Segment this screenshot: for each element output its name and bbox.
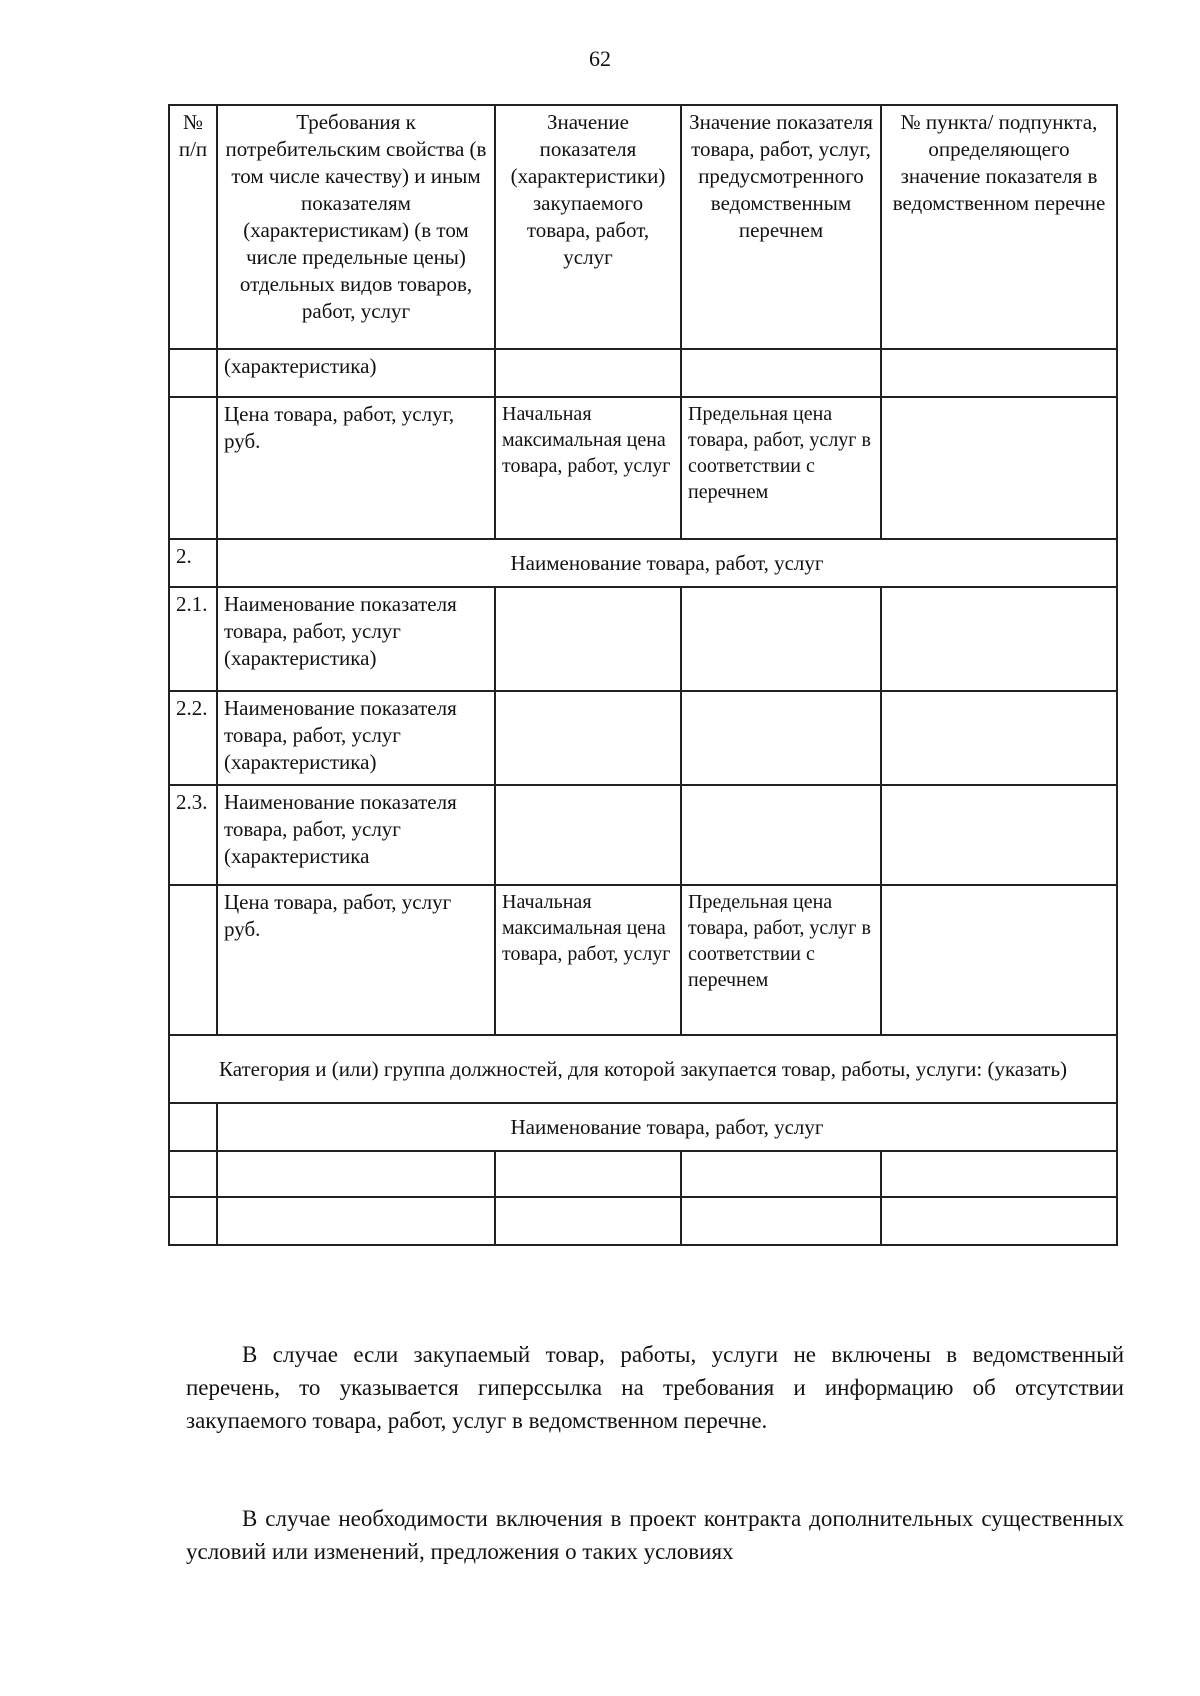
price-value: Начальная максимальная цена товара, работ, услуг	[495, 397, 681, 539]
header-cell: Значение показателя (характеристики) закупаемого товара, работ, услуг	[495, 105, 681, 349]
row-number: 2.	[169, 539, 217, 587]
section-title: Наименование товара, работ, услуг	[217, 1103, 1117, 1151]
table-row	[169, 885, 1117, 1035]
requirements-table	[168, 104, 1118, 1246]
price-limit: Предельная цена товара, работ, услуг в соответствии с перечнем	[681, 397, 881, 539]
section-row	[169, 1103, 1117, 1151]
characteristic-label: (характеристика)	[217, 349, 495, 397]
header-cell: Значение показателя товара, работ, услуг, предусмотренного ведомственным перечнем	[681, 105, 881, 349]
row-number: 2.1.	[169, 587, 217, 691]
table-row	[169, 691, 1117, 785]
indicator-label: Наименование показателя товара, работ, услуг (характеристика)	[217, 587, 495, 691]
price-label: Цена товара, работ, услуг, руб.	[217, 397, 495, 539]
indicator-label: Наименование показателя товара, работ, услуг (характеристика)	[217, 691, 495, 785]
table-row	[169, 587, 1117, 691]
category-row	[169, 1035, 1117, 1103]
table-row	[169, 349, 1117, 397]
row-number: 2.3.	[169, 785, 217, 885]
table-row	[169, 1151, 1117, 1197]
indicator-label: Наименование показателя товара, работ, услуг (характеристика	[217, 785, 495, 885]
price-limit: Предельная цена товара, работ, услуг в соответствии с перечнем	[681, 885, 881, 1035]
header-cell: № п/п	[169, 105, 217, 349]
header-cell: № пункта/ подпункта, определяющего значение показателя в ведомственном перечне	[881, 105, 1117, 349]
row-number: 2.2.	[169, 691, 217, 785]
body-paragraph: В случае необходимости включения в проект контракта дополнительных существенных условий или изменений, предложения о таких условиях	[186, 1506, 1124, 1564]
header-cell: Требования к потребительским свойства (в том числе качеству) и иным показателям (характеристикам) (в том числе предельные цены) отдельных видов товаров, работ, услуг	[217, 105, 495, 349]
category-text: Категория и (или) группа должностей, для которой закупается товар, работы, услуги: (указать)	[169, 1035, 1117, 1103]
section-title: Наименование товара, работ, услуг	[217, 539, 1117, 587]
price-value: Начальная максимальная цена товара, работ, услуг	[495, 885, 681, 1035]
table-row	[169, 1197, 1117, 1245]
body-paragraph: В случае если закупаемый товар, работы, услуги не включены в ведомственный перечень, то указывается гиперссылка на требования и информацию об отсутствии закупаемого товара, работ, услуг в ведомственном перечне.	[186, 1342, 1124, 1433]
page-number: 62	[589, 46, 611, 71]
section-row	[169, 539, 1117, 587]
table-header-row	[169, 105, 1117, 349]
price-label: Цена товара, работ, услуг руб.	[217, 885, 495, 1035]
table-row	[169, 785, 1117, 885]
table-row	[169, 397, 1117, 539]
